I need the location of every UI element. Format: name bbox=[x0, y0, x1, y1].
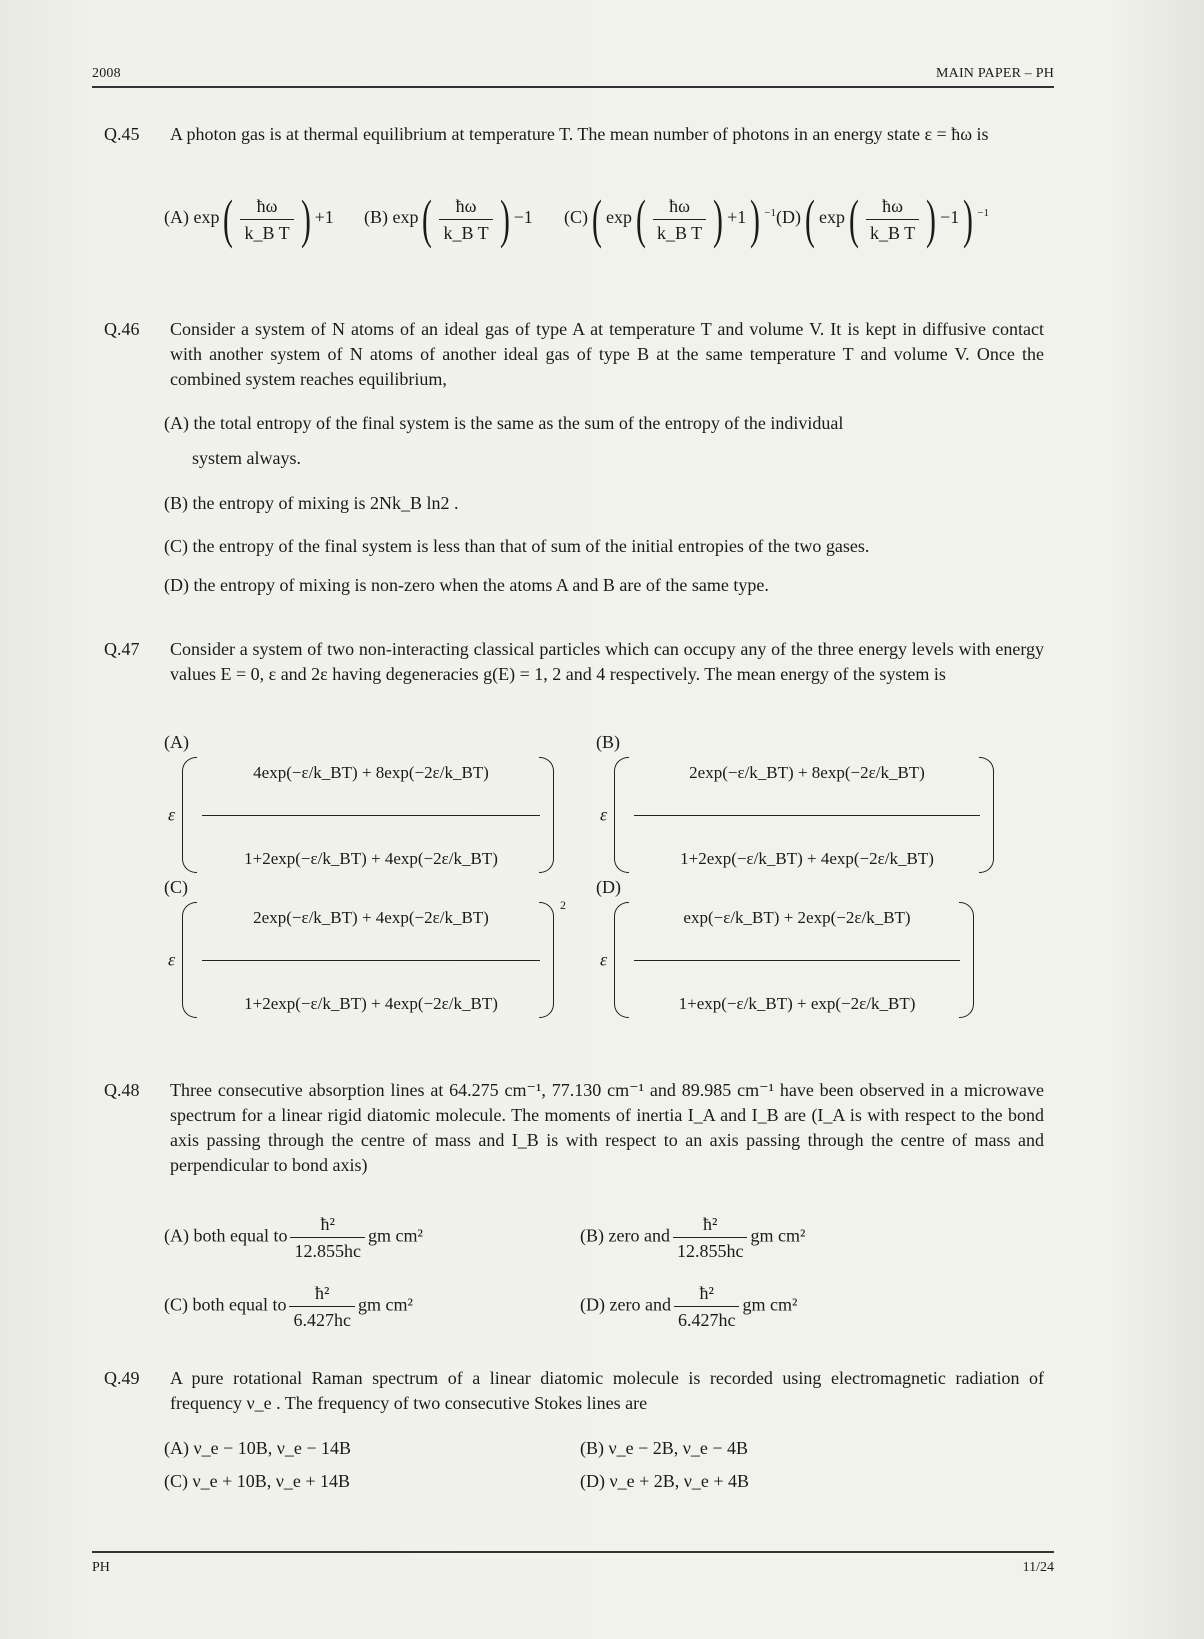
q47-label-a: (A) bbox=[164, 732, 189, 752]
q48-option-c: (C) both equal to $\frac{\text{ħ²}}{6.427hc}$ gm cm² bbox=[164, 1283, 413, 1330]
question-number: Q.45 bbox=[104, 124, 140, 144]
q45-option-d: (D)( exp( $\frac{ħ\omega}{\text{k\_B T}}$ ) −1) $^{-1}$ bbox=[776, 189, 989, 249]
question-text: A photon gas is at thermal equilibrium at temperature T. The mean number of photons in an energy state ε = ħω is bbox=[170, 124, 989, 144]
question-49 bbox=[104, 1366, 1044, 1416]
q48-option-d: (D) zero and $\frac{\text{ħ²}}{6.427hc}$ gm cm² bbox=[580, 1283, 798, 1330]
question-text: A pure rotational Raman spectrum of a linear diatomic molecule is recorded using electromagnetic radiation of frequency ν_e . The frequency of two consecutive Stokes lines are bbox=[170, 1368, 1044, 1413]
q47-label-c: (C) bbox=[164, 877, 188, 897]
q45-option-a: (A) exp( $\frac{ħ\omega}{\text{k\_B T}}$ ) +1 bbox=[164, 189, 334, 249]
header-year: 2008 bbox=[92, 66, 121, 81]
question-number: Q.49 bbox=[104, 1368, 140, 1388]
q47-option-c: ε 2exp(−ε/k_BT) + 4exp(−2ε/k_BT) 1+2exp(−ε/k_BT) + 4exp(−2ε/k_BT) 2 bbox=[168, 902, 548, 1018]
question-text: Consider a system of two non-interacting classical particles which can occupy any of the three energy levels with energy values E = 0, ε and 2ε having degeneracies g(E) = 1, 2 and 4 respectively. The mean energy of the system is bbox=[170, 639, 1044, 684]
q46-option-c: (C) the entropy of the final system is less than that of sum of the initial entropies of the two gases. bbox=[164, 536, 870, 556]
question-47 bbox=[104, 637, 1044, 687]
q47-option-b: ε 2exp(−ε/k_BT) + 8exp(−2ε/k_BT) 1+2exp(−ε/k_BT) + 4exp(−2ε/k_BT) bbox=[600, 757, 988, 873]
q45-option-b: (B) exp( $\frac{ħ\omega}{\text{k\_B T}}$ ) −1 bbox=[364, 189, 533, 249]
q47-label-d: (D) bbox=[596, 877, 621, 897]
question-text: Consider a system of N atoms of an ideal gas of type A at temperature T and volume V. It is kept in diffusive contact with another system of N atoms of another ideal gas of type B at the same temperature T and volume V. Once the combined system reaches equilibrium, bbox=[170, 319, 1044, 389]
question-number: Q.46 bbox=[104, 319, 140, 339]
q47-label-b: (B) bbox=[596, 732, 620, 752]
footer-rule bbox=[92, 1551, 1054, 1553]
question-45 bbox=[104, 122, 1044, 147]
footer-page: 11/24 bbox=[1022, 1560, 1054, 1575]
q46-option-d: (D) the entropy of mixing is non-zero when the atoms A and B are of the same type. bbox=[164, 575, 769, 595]
q45-option-c: (C)( exp( $\frac{ħ\omega}{\text{k\_B T}}$ ) +1) $^{-1}$ bbox=[564, 189, 776, 249]
q49-option-a: (A) ν_e − 10B, ν_e − 14B bbox=[164, 1438, 352, 1458]
q46-option-a: (A) the total entropy of the final system is the same as the sum of the entropy of the individual bbox=[164, 413, 844, 433]
footer-code: PH bbox=[92, 1560, 110, 1575]
question-48 bbox=[104, 1078, 1044, 1178]
q47-option-a: ε 4exp(−ε/k_BT) + 8exp(−2ε/k_BT) 1+2exp(−ε/k_BT) + 4exp(−2ε/k_BT) bbox=[168, 757, 548, 873]
q47-option-d: ε exp(−ε/k_BT) + 2exp(−2ε/k_BT) 1+exp(−ε/k_BT) + exp(−2ε/k_BT) bbox=[600, 902, 968, 1018]
question-number: Q.47 bbox=[104, 639, 140, 659]
question-text: Three consecutive absorption lines at 64.275 cm⁻¹, 77.130 cm⁻¹ and 89.985 cm⁻¹ have been observed in a microwave spectrum for a linear rigid diatomic molecule. The moments of inertia I_A and I_B are (I_A is with respect to the bond axis passing through the centre of mass and I_B is with respect to an axis passing through the centre of mass and perpendicular to bond axis) bbox=[170, 1080, 1044, 1175]
q49-option-d: (D) ν_e + 2B, ν_e + 4B bbox=[580, 1471, 750, 1491]
q49-option-c: (C) ν_e + 10B, ν_e + 14B bbox=[164, 1471, 351, 1491]
q48-option-a: (A) both equal to $\frac{\text{ħ²}}{12.855hc}$ gm cm² bbox=[164, 1214, 423, 1261]
q46-option-b: (B) the entropy of mixing is 2Nk_B ln2 . bbox=[164, 493, 459, 513]
q46-option-a-cont: system always. bbox=[192, 448, 301, 468]
header-paper: MAIN PAPER – PH bbox=[935, 66, 1054, 81]
q49-option-b: (B) ν_e − 2B, ν_e − 4B bbox=[580, 1438, 749, 1458]
question-number: Q.48 bbox=[104, 1080, 140, 1100]
header-rule bbox=[92, 86, 1054, 88]
question-46 bbox=[104, 317, 1044, 392]
q48-option-b: (B) zero and $\frac{\text{ħ²}}{12.855hc}$ gm cm² bbox=[580, 1214, 806, 1261]
